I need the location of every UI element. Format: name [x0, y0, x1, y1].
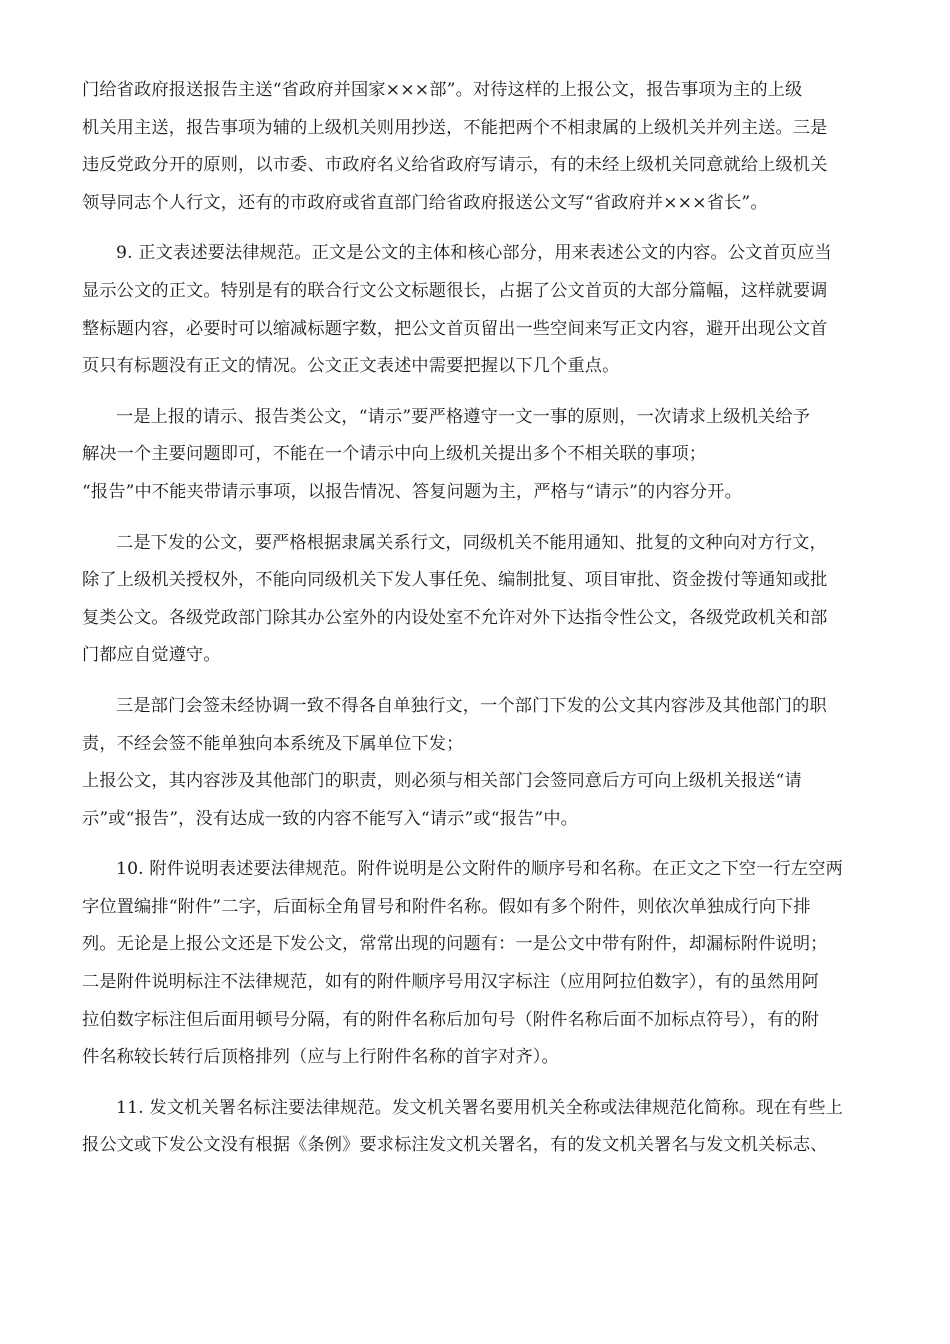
- text-line: 违反党政分开的原则，以市委、市政府名义给省政府写请示，有的未经上级机关同意就给上级机关: [82, 155, 828, 176]
- text-line: 三是部门会签未经协调一致不得各自单独行文，一个部门下发的公文其内容涉及其他部门的职: [116, 695, 827, 716]
- text-line: 门给省政府报送报告主送“省政府并国家×××部”。对待这样的上报公文，报告事项为主的上级: [82, 80, 803, 100]
- text-line: 字位置编排“附件”二字，后面标全角冒号和附件名称。假如有多个附件，则依次单独成行向下排: [82, 896, 811, 917]
- text-line: 显示公文的正文。特别是有的联合行文公文标题很长，占据了公文首页的大部分篇幅，这样就要调: [82, 280, 828, 301]
- paragraph-item-10: [82, 851, 872, 1077]
- paragraph-point-one: [82, 399, 872, 512]
- text-line: 领导同志个人行文，还有的市政府或省直部门给省政府报送公文写“省政府并×××省长”。: [82, 192, 768, 213]
- text-line: 9. 正文表述要法律规范。正文是公文的主体和核心部分，用来表述公文的内容。公文首页应当: [116, 243, 832, 264]
- paragraph-continuation: [82, 72, 872, 222]
- text-line: 整标题内容，必要时可以缩减标题字数，把公文首页留出一些空间来写正文内容，避开出现公文首: [82, 318, 828, 339]
- paragraph-item-11: [82, 1090, 872, 1165]
- text-line: 除了上级机关授权外，不能向同级机关下发人事任免、编制批复、项目审批、资金拨付等通知或批: [82, 570, 828, 591]
- text-line: 件名称较长转行后顶格排列（应与上行附件名称的首字对齐）。: [82, 1047, 559, 1068]
- document-page: [82, 72, 872, 1178]
- text-line: 解决一个主要问题即可，不能在一个请示中向上级机关提出多个不相关联的事项；: [82, 444, 707, 465]
- text-line: 二是下发的公文，要严格根据隶属关系行文，同级机关不能用通知、批复的文种向对方行文，: [116, 532, 827, 553]
- text-line: 复类公文。各级党政部门除其办公室外的内设处室不允许对外下达指令性公文，各级党政机关和部: [82, 607, 828, 628]
- text-line: 二是附件说明标注不法律规范，如有的附件顺序号用汉字标注（应用阿拉伯数字），有的虽然用阿: [82, 972, 819, 993]
- paragraph-item-9: [82, 235, 872, 385]
- text-line: 责，不经会签不能单独向本系统及下属单位下发；: [82, 733, 464, 754]
- text-line: 示”或“报告”，没有达成一致的内容不能写入“请示”或“报告”中。: [82, 808, 578, 829]
- text-line: 拉伯数字标注但后面用顿号分隔，有的附件名称后加句号（附件名称后面不加标点符号），有的附: [82, 1009, 819, 1030]
- text-line: 页只有标题没有正文的情况。公文正文表述中需要把握以下几个重点。: [82, 356, 620, 377]
- text-line: 机关用主送，报告事项为辅的上级机关则用抄送，不能把两个不相隶属的上级机关并列主送。三是: [82, 117, 828, 138]
- text-line: 11. 发文机关署名标注要法律规范。发文机关署名要用机关全称或法律规范化简称。现在有些上: [116, 1097, 843, 1118]
- text-line: 10. 附件说明表述要法律规范。附件说明是公文附件的顺序号和名称。在正文之下空一行左空两: [116, 859, 843, 880]
- text-line: 门都应自觉遵守。: [82, 645, 221, 666]
- paragraph-point-two: [82, 525, 872, 675]
- text-line: 报公文或下发公文没有根据《条例》要求标注发文机关署名，有的发文机关署名与发文机关标志、: [82, 1135, 828, 1156]
- text-line: “报告”中不能夹带请示事项，以报告情况、答复问题为主，严格与“请示”的内容分开。: [82, 481, 742, 502]
- text-line: 一是上报的请示、报告类公文，“请示”要严格遵守一文一事的原则，一次请求上级机关给予: [116, 406, 811, 427]
- text-line: 列。无论是上报公文还是下发公文，常常出现的问题有：一是公文中带有附件，却漏标附件说明；: [82, 934, 828, 955]
- paragraph-point-three: [82, 688, 872, 838]
- text-line: 上报公文，其内容涉及其他部门的职责，则必须与相关部门会签同意后方可向上级机关报送“请: [82, 771, 802, 792]
